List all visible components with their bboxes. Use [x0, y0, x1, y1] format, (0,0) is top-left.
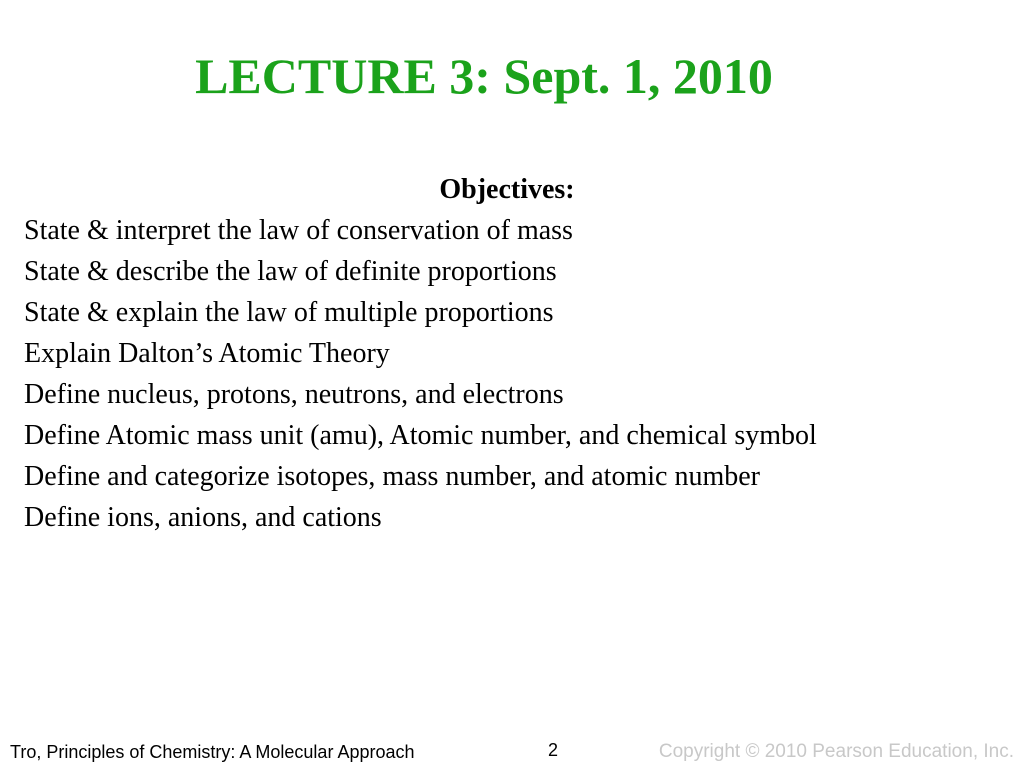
objective-item: Define and categorize isotopes, mass number, and atomic number: [24, 461, 760, 492]
objectives-heading: Objectives:: [439, 174, 575, 205]
objective-item: State & explain the law of multiple proportions: [24, 297, 554, 328]
objectives-list: [24, 210, 817, 538]
objective-item: Explain Dalton’s Atomic Theory: [24, 338, 390, 369]
footer-source: Tro, Principles of Chemistry: A Molecular Approach: [10, 742, 415, 762]
objective-item: Define ions, anions, and cations: [24, 502, 382, 533]
objective-item: Define Atomic mass unit (amu), Atomic number, and chemical symbol: [24, 420, 817, 451]
objective-item: State & describe the law of definite proportions: [24, 256, 557, 287]
footer-copyright: Copyright © 2010 Pearson Education, Inc.: [658, 741, 1014, 762]
objective-item: Define nucleus, protons, neutrons, and electrons: [24, 379, 564, 410]
page-number: 2: [548, 740, 559, 760]
objective-item: State & interpret the law of conservation of mass: [24, 215, 573, 246]
slide-title: LECTURE 3: Sept. 1, 2010: [195, 48, 773, 104]
